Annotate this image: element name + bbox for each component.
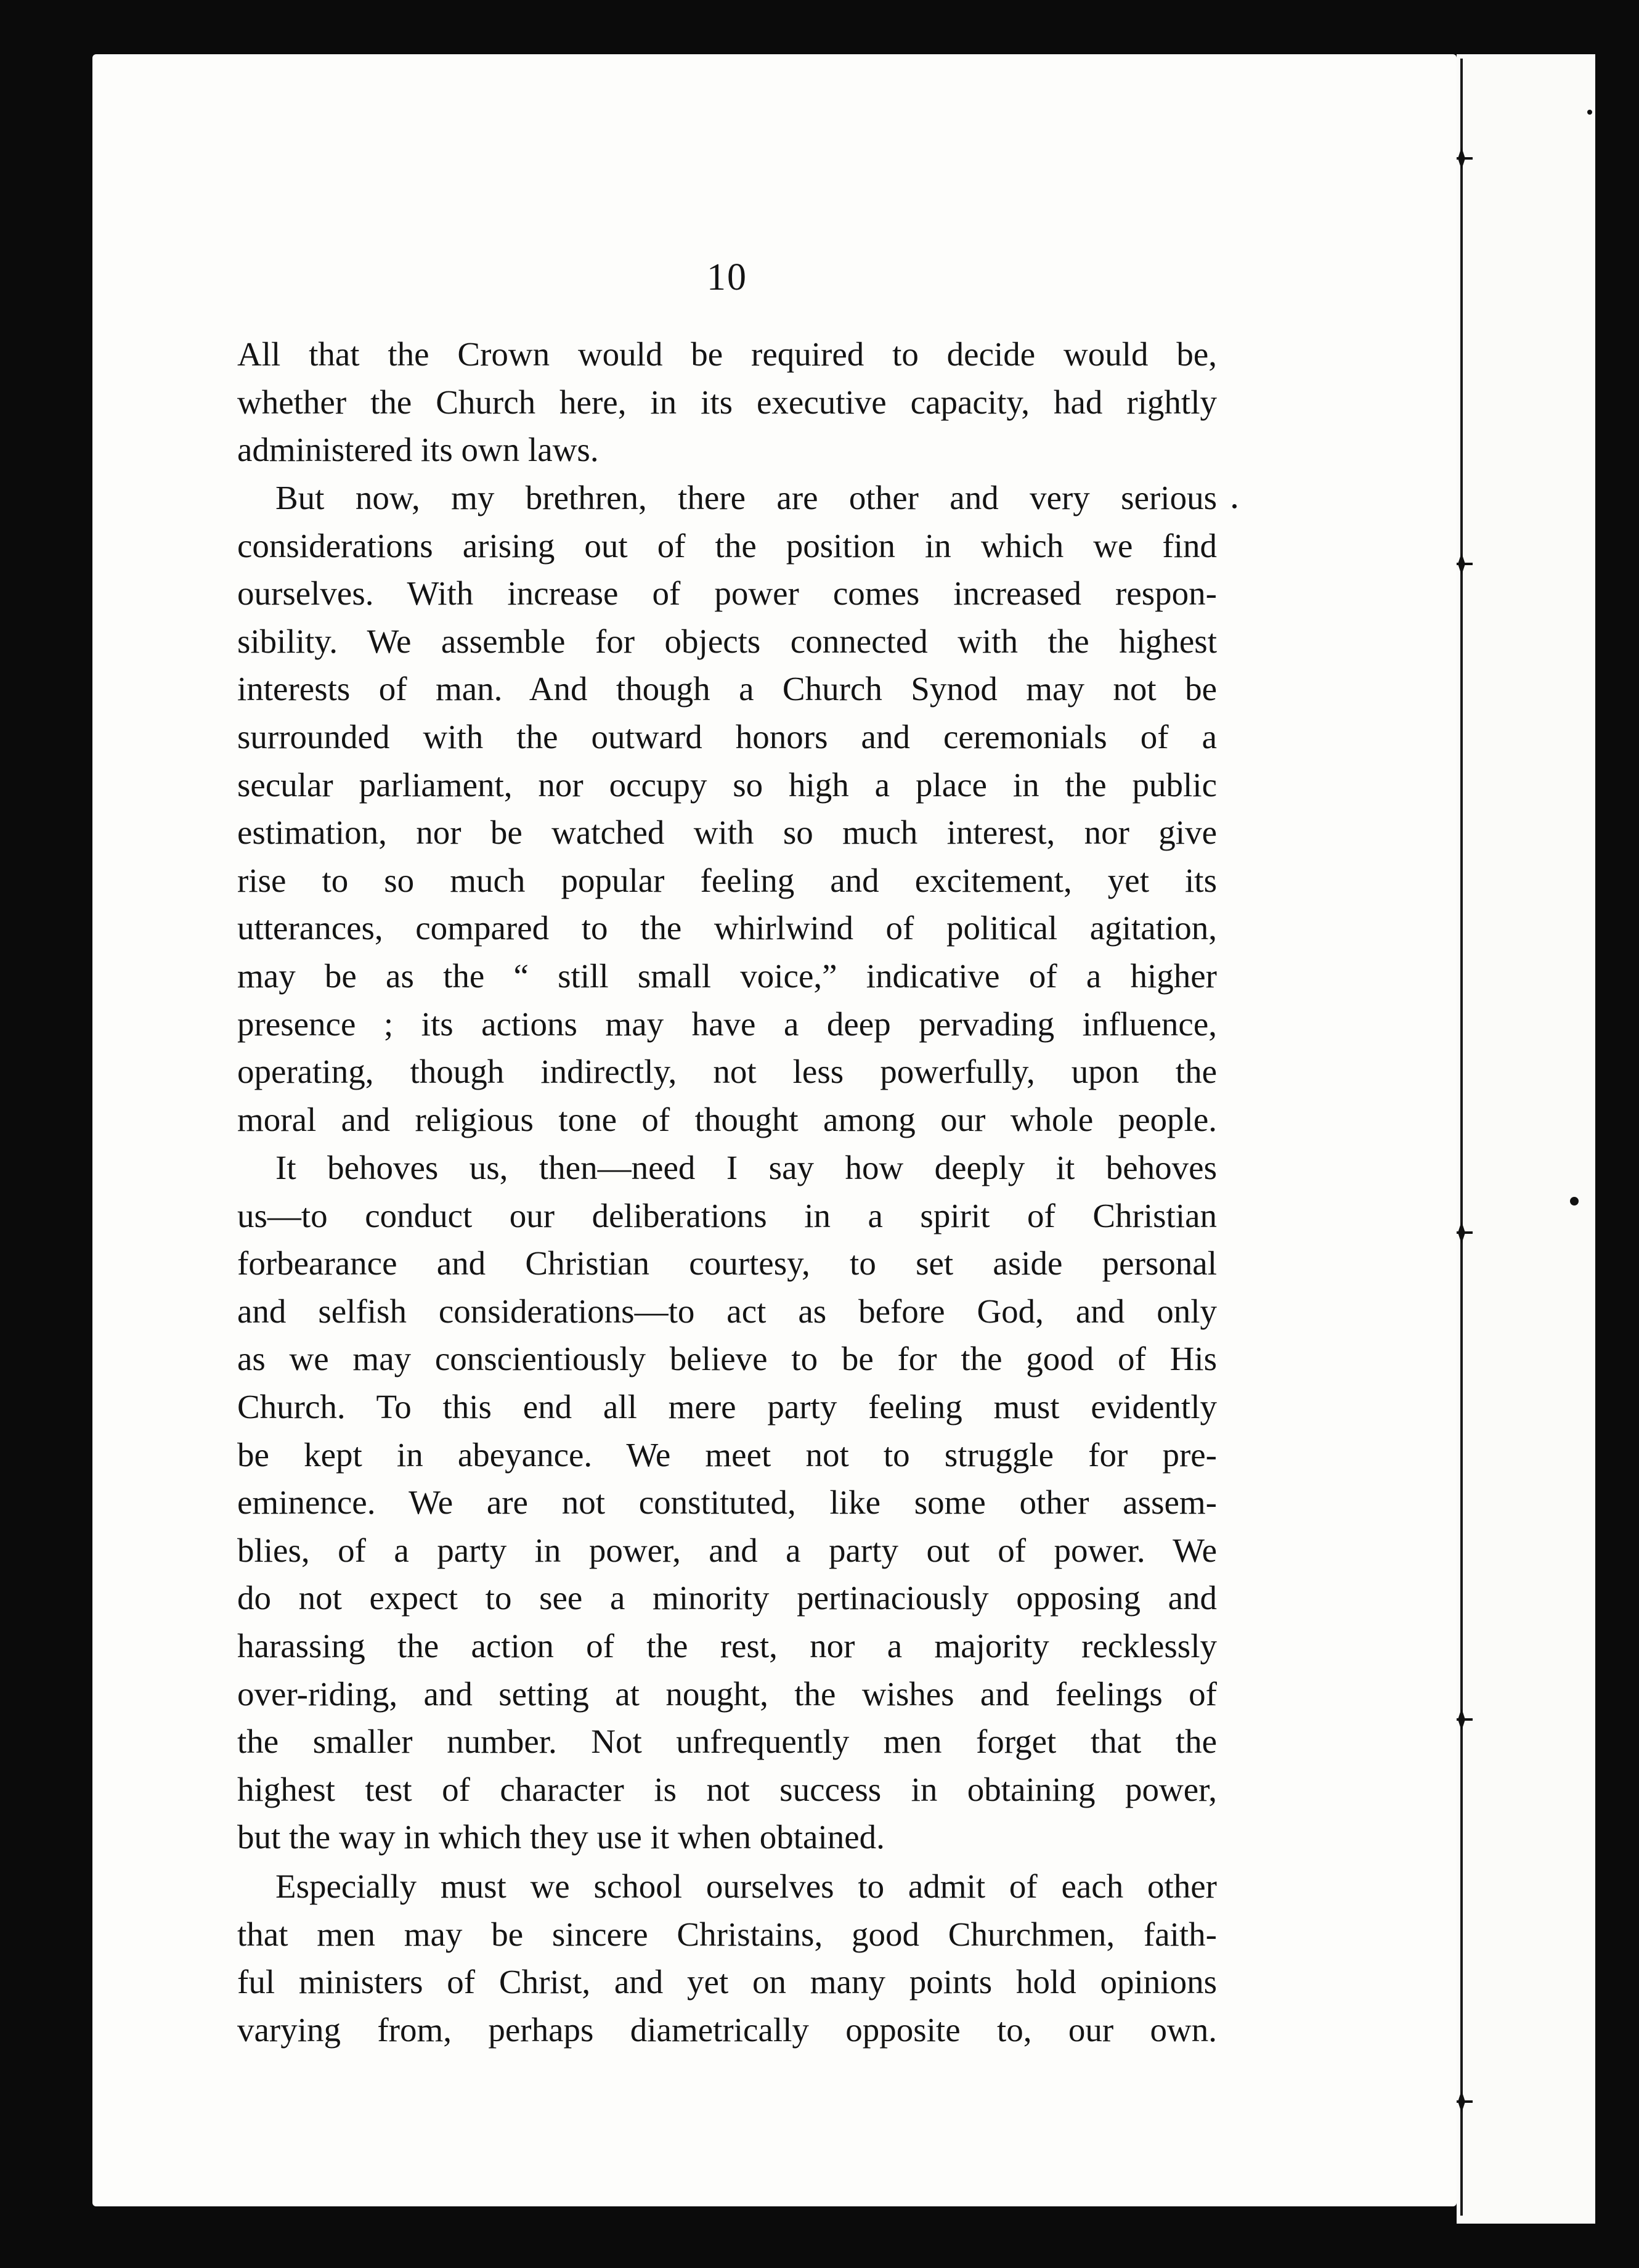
text-line: and selfish considerations—to act as before God, and only <box>237 1292 1217 1330</box>
text-line: do not expect to see a minority pertinaciously opposing and <box>237 1579 1217 1617</box>
text-line: rise to so much popular feeling and excitement, yet its <box>237 861 1217 899</box>
text-line: forbearance and Christian courtesy, to set aside personal <box>237 1244 1217 1283</box>
page-number: 10 <box>707 256 747 298</box>
text-line: harassing the action of the rest, nor a majority recklessly <box>237 1626 1217 1665</box>
text-line: All that the Crown would be required to decide would be, <box>237 335 1217 373</box>
text-line: secular parliament, nor occupy so high a place in the public <box>237 765 1217 804</box>
text-line: varying from, perhaps diametrically opposite to, our own. <box>237 2010 1217 2049</box>
text-line: But now, my brethren, there are other and very serious <box>275 479 1217 516</box>
text-line: may be as the “ still small voice,” indicative of a higher <box>237 957 1217 995</box>
text-line: administered its own laws. <box>237 431 599 469</box>
text-line: the smaller number. Not unfrequently men forget that the <box>237 1723 1217 1761</box>
text-line: operating, though indirectly, not less powerfully, upon the <box>237 1053 1217 1091</box>
text-line: but the way in which they use it when obtained. <box>237 1818 885 1856</box>
text-line: ourselves. With increase of power comes increased respon- <box>237 574 1217 613</box>
text-line: Especially must we school ourselves to admit of each other <box>275 1867 1217 1905</box>
text-line: ful ministers of Christ, and yet on many points hold opinions <box>237 1963 1217 2001</box>
text-line: It behoves us, then—need I say how deeply it behoves <box>275 1149 1217 1186</box>
text-line: over-riding, and setting at nought, the wishes and feelings of <box>237 1674 1217 1713</box>
paragraph <box>237 474 1217 1143</box>
text-line: surrounded with the outward honors and ceremonials of a <box>237 717 1217 756</box>
text-line: whether the Church here, in its executive capacity, had rightly <box>237 383 1217 421</box>
text-line: sibility. We assemble for objects connected with the highest <box>237 622 1217 660</box>
text-line: moral and religious tone of thought among our whole people. <box>237 1100 1217 1138</box>
text-line: that men may be sincere Christains, good Churchmen, faith- <box>237 1915 1217 1953</box>
text-line: interests of man. And though a Church Synod may not be <box>237 670 1217 708</box>
paragraph <box>237 1862 1217 2054</box>
text-line: estimation, nor be watched with so much interest, nor give <box>237 814 1217 852</box>
text-line: as we may conscientiously believe to be for the good of His <box>237 1340 1217 1378</box>
paragraph <box>237 330 1217 474</box>
text-line: presence ; its actions may have a deep pervading influence, <box>237 1005 1217 1043</box>
text-line: be kept in abeyance. We meet not to struggle for pre- <box>237 1435 1217 1474</box>
text-line: considerations arising out of the position in which we find <box>237 526 1217 565</box>
text-line: us—to conduct our deliberations in a spirit of Christian <box>237 1196 1217 1234</box>
scan-speck <box>1570 1197 1579 1205</box>
text-line: blies, of a party in power, and a party out of power. We <box>237 1531 1217 1569</box>
scan-speck <box>1232 504 1237 508</box>
text-line: highest test of character is not success in obtaining power, <box>237 1770 1217 1808</box>
scan-speck <box>1587 110 1592 115</box>
adjacent-leaf-edge <box>1457 54 1595 2224</box>
text-line: eminence. We are not constituted, like some other assem- <box>237 1483 1217 1522</box>
text-line: utterances, compared to the whirlwind of political agitation, <box>237 909 1217 947</box>
text-line: Church. To this end all mere party feeling must evidently <box>237 1387 1217 1426</box>
paragraph <box>237 1144 1217 1861</box>
binding-line <box>1460 59 1463 2216</box>
